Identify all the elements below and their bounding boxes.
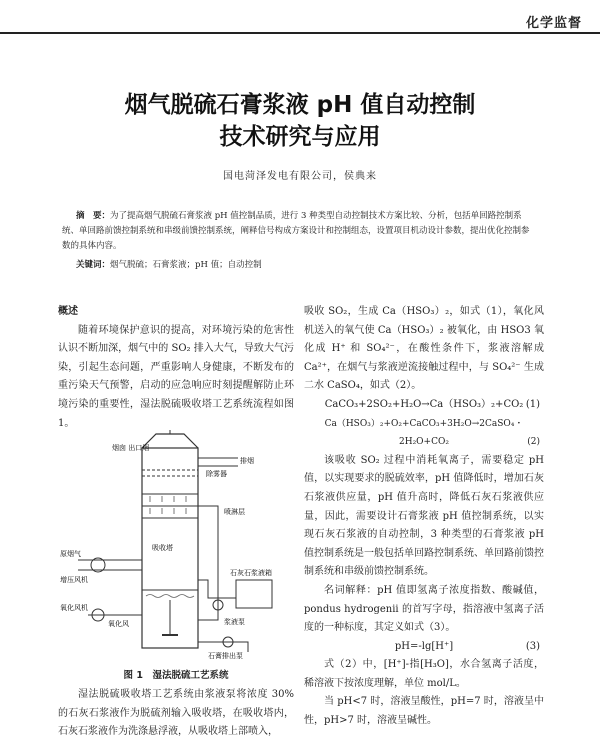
column-name: 化学监督 — [525, 16, 582, 31]
label-tank: 石灰石浆液箱 — [230, 569, 272, 577]
figure-1 — [58, 430, 294, 660]
left-column-top — [58, 303, 294, 433]
label-pump: 浆液泵 — [224, 618, 245, 626]
paragraph: 湿法脱硫吸收塔工艺系统由浆液泵将浓度 30% 的石灰石浆液作为脱硫剂输入吸收塔，在吸收塔内，石灰石浆液作为洗涤悬浮液，从吸收塔上部喷入， — [58, 689, 294, 738]
article-title-line2: 技术研究与应用 — [219, 124, 381, 150]
paragraph: 随着环境保护意识的提高，对环境污染的危害性认识不断加深，烟气中的 SO₂ 排入大气，导致大气污染，引起生态问题，严重影响人身健康，不断发布的重污染天气预警，启动的应急响应时刻提醒解防止环境污染的重要性，湿法脱硫吸收塔工艺系统流程如图 1。 — [58, 324, 294, 429]
keywords — [76, 258, 262, 270]
label-inlet-air: 氧化风 — [108, 620, 129, 628]
paragraph: 名词解释：pH 值即氢离子浓度指数、酸碱值，pondus hydrogenii 的首写字母，指溶液中氢离子活度的一种标度，其定义如式（3）。 — [304, 584, 544, 634]
paragraph: 式（2）中，[H⁺]-指[H₃O]，水合氢离子活度，稀溶液下按浓度理解，单位 mol/L。 — [304, 659, 544, 689]
article-title-line1: 烟气脱硫石膏浆液 pH 值自动控制 — [124, 92, 476, 118]
label-outlet: 烟囱 出口烟 — [112, 444, 150, 452]
label-spray: 喷淋层 — [224, 508, 245, 516]
right-column — [304, 303, 544, 731]
keywords-label: 关键词： — [76, 260, 111, 270]
paragraph: 该吸收 SO₂ 过程中消耗氧离子，需要稳定 pH 值，以实现要求的脱硫效率，pH 值降低时，增加石灰石浆液供应量，pH 值升高时，降低石灰石浆液供应量，因此，需要设计石膏浆液 pH 值控制系统，以实现石灰石浆液的自动控制，3 种类型的石膏浆液 pH 值控制系统是一般包括单回路控制系统、单回路前馈控制系统和串级前馈控制系统。 — [304, 454, 544, 578]
label-inlet-flue: 原烟气 — [60, 550, 81, 558]
label-fan: 增压风机 — [60, 576, 88, 584]
abstract-text: 为了提高烟气脱硫石膏浆液 pH 值控制品质，进行 3 种类型自动控制技术方案比较、分析，包括单回路控制系统、单回路前馈控制系统和串级前馈控制系统，阐释信号构成方案设计和控制组态，设置项目机动设计参数，提出优化控制参数的具体内容。 — [62, 211, 530, 251]
label-oxid-fan: 氧化风机 — [60, 604, 88, 612]
equation-1: CaCO₃+2SO₂+H₂O→Ca（HSO₃）₂+CO₂ (1) — [324, 398, 540, 410]
section-heading: 概述 — [58, 306, 78, 317]
label-absorber: 吸收塔 — [152, 544, 173, 552]
author-line: 国电菏泽发电有限公司，侯典来 — [223, 171, 377, 182]
left-column-bottom — [58, 686, 294, 742]
keywords-text: 烟气脱硫；石膏浆液；pH 值；自动控制 — [110, 260, 262, 270]
paragraph: 吸收 SO₂，生成 Ca（HSO₃）₂，如式（1），氧化风机送入的氧气使 Ca（HSO₃）₂ 被氧化，由 HSO3 氧化成 H⁺ 和 SO₄²⁻，在酸性条件下，浆液溶解成 Ca²⁺，在烟气与浆液逆流接触过程中，与 SO₄²⁻ 生成二水 CaSO₄，如式（2）。 — [304, 306, 544, 392]
label-gypsum: 石膏排出泵 — [208, 652, 243, 660]
label-chimney: 排烟 — [240, 457, 254, 465]
abstract — [62, 209, 534, 254]
equation-2: Ca（HSO₃）₂+O₂+CaCO₃+3H₂O→2CaSO₄・2H₂O+CO₂ (2) — [324, 418, 540, 448]
header-rule — [0, 32, 600, 34]
equation-3: pH=-lg[H⁺] (3) — [394, 640, 540, 652]
paragraph: 当 pH<7 时，溶液呈酸性，pH=7 时，溶液呈中性，pH>7 时，溶液呈碱性。 — [304, 696, 544, 727]
label-mist: 除雾器 — [206, 470, 227, 478]
figure-caption: 图 1 湿法脱硫工艺系统 — [123, 670, 229, 681]
abstract-label: 摘 要： — [76, 211, 111, 221]
process-diagram — [58, 430, 294, 660]
